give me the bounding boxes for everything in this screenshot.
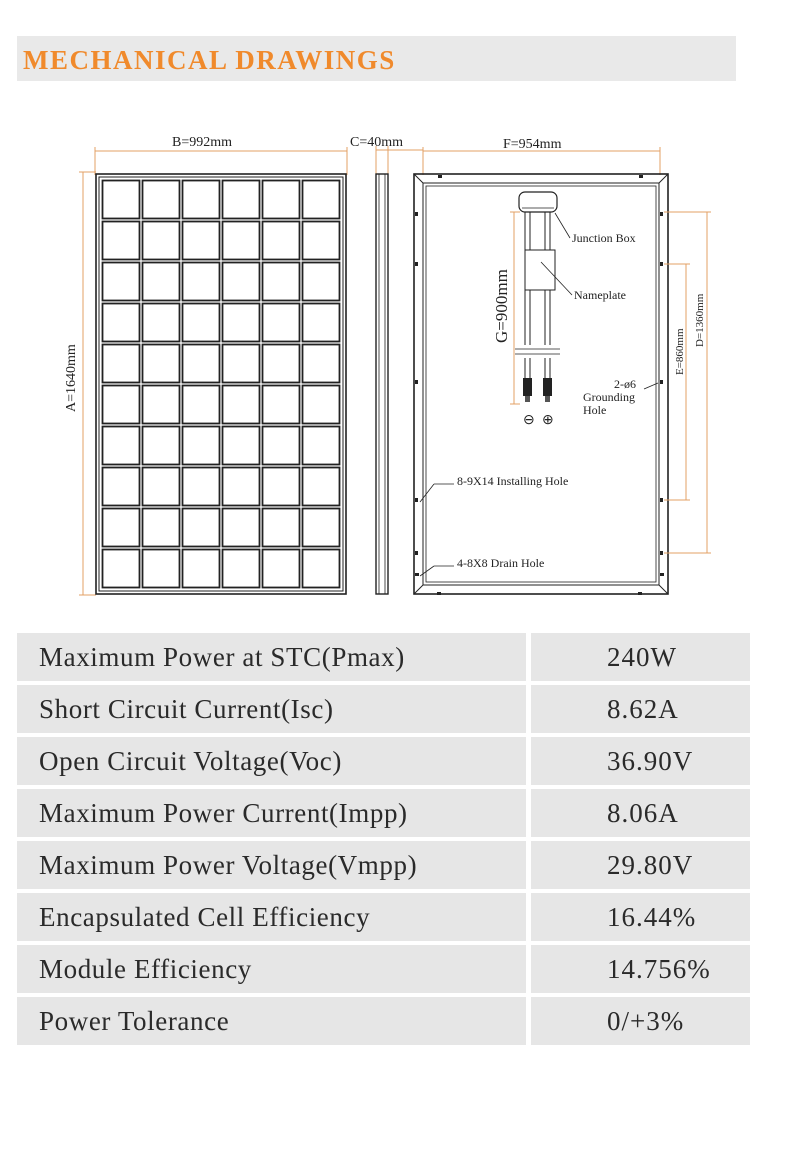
spec-label: Encapsulated Cell Efficiency (17, 893, 526, 941)
dimension-c-label: C=40mm (350, 135, 404, 150)
solar-cell (183, 386, 220, 424)
spec-label: Power Tolerance (17, 997, 526, 1045)
solar-cell (223, 550, 260, 588)
solar-cell (103, 427, 140, 465)
solar-cell (183, 345, 220, 383)
dimension-f-label: F=954mm (503, 137, 562, 152)
solar-cell (103, 304, 140, 342)
solar-cell (263, 427, 300, 465)
spec-row (17, 737, 750, 785)
solar-cell (223, 386, 260, 424)
solar-cell (303, 181, 340, 219)
solar-cell (263, 509, 300, 547)
solar-cell (303, 222, 340, 260)
solar-cell (263, 468, 300, 506)
solar-cell (143, 181, 180, 219)
solar-cell (303, 468, 340, 506)
spec-row (17, 685, 750, 733)
solar-cell (143, 468, 180, 506)
section-header (17, 36, 736, 81)
dimension-a-label: A=1640mm (64, 344, 79, 412)
solar-cell (103, 222, 140, 260)
spec-row (17, 841, 750, 889)
solar-cell (183, 304, 220, 342)
solar-cell (223, 222, 260, 260)
spec-label: Short Circuit Current(Isc) (17, 685, 526, 733)
solar-cell (263, 304, 300, 342)
grounding-count-label: 2-ø6 (614, 377, 636, 391)
solar-cell (143, 263, 180, 301)
solar-cell (143, 427, 180, 465)
solar-cell (103, 468, 140, 506)
front-view-panel (64, 135, 347, 595)
dimension-d-label: D=1360mm (694, 293, 706, 347)
spec-value: 8.62A (531, 685, 750, 733)
grounding-hole-label-line1: Grounding (583, 390, 635, 404)
dimension-e-label: E=860mm (674, 328, 686, 375)
solar-cell (223, 427, 260, 465)
spec-row (17, 997, 750, 1045)
solar-cell (303, 304, 340, 342)
solar-cell (263, 386, 300, 424)
dimension-b-label: B=992mm (172, 135, 233, 150)
solar-cell (303, 427, 340, 465)
solar-cell (103, 386, 140, 424)
solar-cell (183, 427, 220, 465)
spec-label: Maximum Power Current(Impp) (17, 789, 526, 837)
spec-value: 36.90V (531, 737, 750, 785)
solar-cell (103, 263, 140, 301)
spec-row (17, 893, 750, 941)
specification-table (17, 633, 750, 1049)
solar-cell (303, 263, 340, 301)
spec-row (17, 633, 750, 681)
plus-terminal-icon: ⊕ (542, 413, 554, 428)
spec-label: Module Efficiency (17, 945, 526, 993)
solar-cell (183, 509, 220, 547)
solar-cell (263, 550, 300, 588)
solar-cell (263, 181, 300, 219)
solar-cell (263, 222, 300, 260)
solar-cell (223, 263, 260, 301)
nameplate-label: Nameplate (574, 288, 626, 302)
solar-cell (103, 550, 140, 588)
spec-value: 0/+3% (531, 997, 750, 1045)
dimension-g-label: G=900mm (492, 269, 511, 343)
solar-cell (223, 468, 260, 506)
spec-label: Maximum Power at STC(Pmax) (17, 633, 526, 681)
solar-cell (303, 386, 340, 424)
spec-label: Open Circuit Voltage(Voc) (17, 737, 526, 785)
spec-value: 16.44% (531, 893, 750, 941)
back-view-panel (414, 137, 711, 595)
spec-value: 14.756% (531, 945, 750, 993)
side-view-panel (350, 135, 423, 594)
solar-cell (143, 222, 180, 260)
solar-cell (303, 509, 340, 547)
solar-cell (103, 181, 140, 219)
solar-cell (143, 345, 180, 383)
solar-cell (223, 509, 260, 547)
solar-cell (143, 304, 180, 342)
solar-cell (143, 550, 180, 588)
minus-terminal-icon: ⊖ (523, 413, 535, 428)
solar-cell (263, 263, 300, 301)
solar-cell (103, 345, 140, 383)
page-title: MECHANICAL DRAWINGS (23, 45, 396, 75)
drain-hole-label: 4-8X8 Drain Hole (457, 556, 545, 570)
solar-cell (183, 263, 220, 301)
spec-value: 29.80V (531, 841, 750, 889)
spec-row (17, 789, 750, 837)
solar-cell (143, 509, 180, 547)
solar-cell (183, 181, 220, 219)
junction-box-label: Junction Box (572, 231, 636, 245)
solar-cell (303, 550, 340, 588)
solar-cell (303, 345, 340, 383)
solar-cell (223, 345, 260, 383)
solar-cell (223, 304, 260, 342)
mechanical-drawing (0, 100, 800, 600)
solar-cell (183, 468, 220, 506)
solar-cell (143, 386, 180, 424)
cell-grid (103, 181, 340, 588)
spec-label: Maximum Power Voltage(Vmpp) (17, 841, 526, 889)
solar-cell (183, 222, 220, 260)
solar-cell (183, 550, 220, 588)
installing-hole-label: 8-9X14 Installing Hole (457, 474, 569, 488)
spec-value: 8.06A (531, 789, 750, 837)
solar-cell (103, 509, 140, 547)
grounding-hole-label-line2: Hole (583, 403, 607, 417)
solar-cell (263, 345, 300, 383)
spec-row (17, 945, 750, 993)
solar-cell (223, 181, 260, 219)
spec-value: 240W (531, 633, 750, 681)
